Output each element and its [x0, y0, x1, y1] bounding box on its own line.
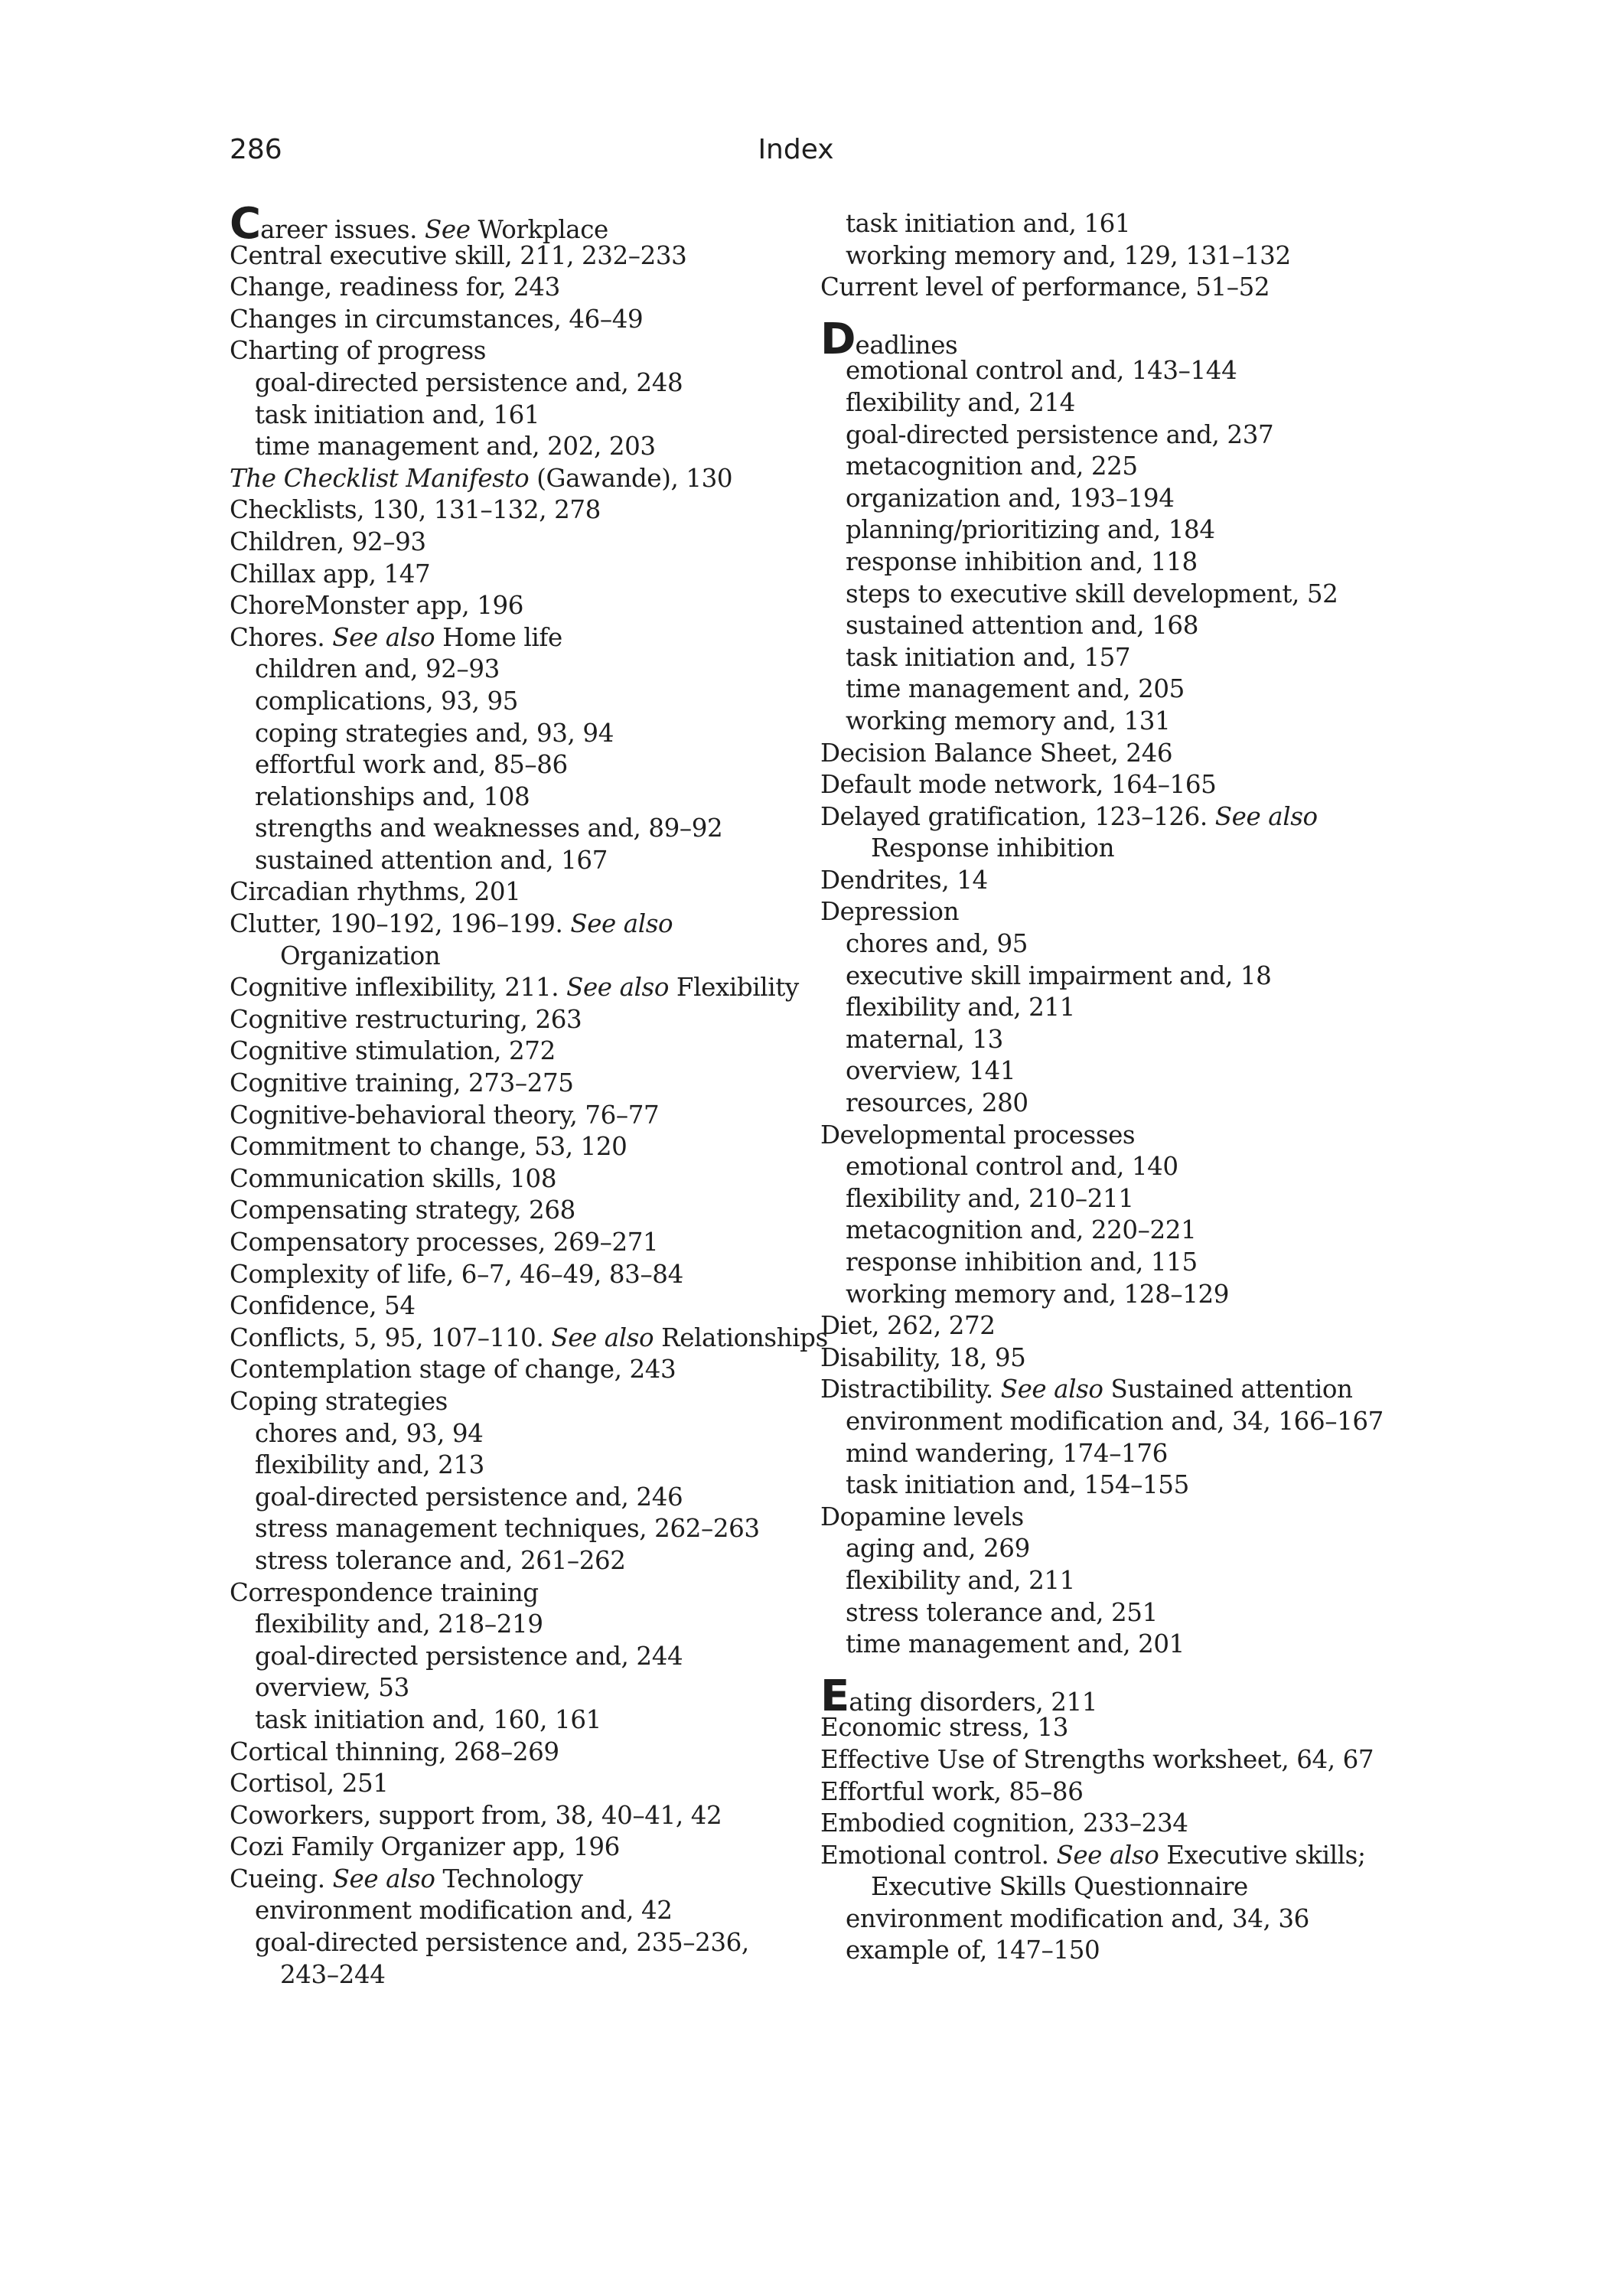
index-entry — [230, 590, 811, 622]
index-column-left — [230, 199, 828, 1991]
index-entry — [820, 865, 1433, 897]
entry-text: areer issues. — [260, 215, 425, 244]
entry-text: Contemplation stage of change, 243 — [230, 1355, 676, 1384]
entry-text: Confidence, 54 — [230, 1291, 416, 1321]
index-subentry — [820, 673, 1433, 706]
entry-text: task initiation and, 161 — [846, 209, 1131, 238]
running-title: Index — [758, 134, 834, 165]
entry-text: Dopamine levels — [820, 1502, 1024, 1531]
entry-text: Delayed gratification, 123–126. — [820, 801, 1215, 831]
entry-italic-text: See also — [1056, 1840, 1159, 1870]
index-subentry — [820, 1406, 1433, 1438]
index-entry — [230, 1831, 811, 1864]
entry-text: overview, 141 — [846, 1056, 1016, 1086]
index-subentry — [230, 367, 811, 400]
index-subentry — [820, 706, 1433, 738]
running-head — [230, 134, 1362, 172]
index-subentry — [230, 1609, 811, 1641]
entry-text: Charting of progress — [230, 336, 486, 366]
index-subentry — [230, 1450, 811, 1482]
index-entry — [230, 1768, 811, 1800]
entry-text: Central executive skill, 211, 232–233 — [230, 240, 687, 270]
entry-italic-text: See — [425, 215, 471, 244]
index-entry — [230, 272, 811, 304]
index-subentry — [230, 941, 811, 973]
index-entry — [820, 1502, 1433, 1534]
index-entry — [230, 559, 811, 591]
entry-text: Conflicts, 5, 95, 107–110. — [230, 1322, 552, 1352]
page-number: 286 — [230, 134, 282, 165]
index-subentry — [820, 1215, 1433, 1247]
index-subentry — [820, 1533, 1433, 1565]
index-entry — [230, 1800, 811, 1832]
entry-text: metacognition and, 220–221 — [846, 1215, 1197, 1245]
index-subentry — [820, 546, 1433, 579]
index-entry — [230, 1322, 828, 1355]
index-entry — [230, 876, 811, 908]
entry-text: Executive Skills Questionnaire — [871, 1872, 1248, 1902]
entry-text: Effective Use of Strengths worksheet, 64, 67 — [820, 1744, 1374, 1774]
entry-text: Cueing. — [230, 1864, 333, 1893]
entry-text: sustained attention and, 167 — [255, 845, 608, 875]
entry-text: Organization — [280, 941, 441, 970]
entry-text: Economic stress, 13 — [820, 1713, 1069, 1743]
entry-text: ating disorders, 211 — [849, 1687, 1098, 1717]
entry-text: Dendrites, 14 — [820, 865, 988, 895]
index-subentry — [820, 240, 1433, 272]
entry-text: goal-directed persistence and, 235–236, — [255, 1928, 749, 1958]
entry-text: children and, 92–93 — [255, 654, 500, 684]
entry-text: task initiation and, 160, 161 — [255, 1704, 601, 1734]
entry-text: organization and, 193–194 — [846, 483, 1175, 513]
entry-text: mind wandering, 174–176 — [846, 1438, 1168, 1468]
entry-text: working memory and, 131 — [846, 706, 1171, 735]
entry-text: Cognitive restructuring, 263 — [230, 1004, 582, 1034]
index-subentry — [820, 1903, 1433, 1936]
entry-text: Complexity of life, 6–7, 46–49, 83–84 — [230, 1259, 683, 1289]
entry-text: time management and, 205 — [846, 674, 1185, 704]
entry-text: Cognitive training, 273–275 — [230, 1068, 574, 1098]
entry-text: stress tolerance and, 251 — [846, 1597, 1158, 1627]
entry-text: resources, 280 — [846, 1088, 1028, 1118]
entry-text: Changes in circumstances, 46–49 — [230, 304, 644, 334]
index-entry — [230, 304, 811, 336]
index-entry — [230, 335, 811, 367]
entry-text: Cognitive stimulation, 272 — [230, 1036, 556, 1066]
index-subentry — [230, 1545, 811, 1577]
entry-text: goal-directed persistence and, 248 — [255, 367, 683, 397]
index-subentry — [230, 1482, 811, 1514]
index-entry — [230, 972, 811, 1004]
index-subentry — [820, 642, 1433, 674]
entry-text: 243–244 — [280, 1959, 386, 1989]
index-entry — [820, 1744, 1433, 1776]
index-subentry — [820, 387, 1433, 419]
index-entry — [230, 199, 811, 249]
entry-text: Chillax app, 147 — [230, 559, 431, 589]
index-entry — [230, 1354, 811, 1386]
entry-text: stress tolerance and, 261–262 — [255, 1545, 626, 1575]
index-subentry — [230, 845, 811, 877]
index-entry — [820, 1120, 1433, 1152]
entry-text: Coworkers, support from, 38, 40–41, 42 — [230, 1800, 722, 1830]
entry-text: aging and, 269 — [846, 1534, 1030, 1564]
entry-text: Diet, 262, 272 — [820, 1311, 996, 1341]
index-entry — [230, 240, 811, 272]
index-subentry — [820, 355, 1433, 387]
index-subentry — [820, 1629, 1433, 1661]
entry-text: Developmental processes — [820, 1120, 1136, 1150]
index-entry — [820, 896, 1433, 928]
entry-text: response inhibition and, 115 — [846, 1247, 1198, 1277]
entry-italic-text: See also — [566, 973, 669, 1003]
index-subentry — [230, 1959, 811, 1991]
index-entry — [820, 801, 1433, 833]
index-subentry — [820, 992, 1433, 1024]
index-entry — [820, 1840, 1433, 1872]
index-entry — [820, 769, 1433, 801]
entry-text: Cognitive-behavioral theory, 76–77 — [230, 1100, 660, 1130]
index-subentry — [230, 431, 811, 463]
index-entry — [230, 494, 811, 527]
entry-italic-text: See also — [1000, 1375, 1103, 1404]
index-entry — [230, 1131, 811, 1163]
entry-text: time management and, 201 — [846, 1629, 1185, 1659]
index-subentry — [820, 1935, 1433, 1967]
index-entry — [230, 1004, 811, 1036]
entry-text: flexibility and, 214 — [846, 387, 1075, 417]
section-letter: E — [820, 1671, 849, 1721]
entry-text: Cortical thinning, 268–269 — [230, 1737, 559, 1766]
entry-text: Cortisol, 251 — [230, 1769, 389, 1799]
entry-text: Cognitive inflexibility, 211. — [230, 973, 567, 1003]
index-entry — [230, 1068, 811, 1100]
entry-text: sustained attention and, 168 — [846, 611, 1198, 641]
index-entry — [230, 1386, 811, 1418]
entry-text: Commitment to change, 53, 120 — [230, 1132, 627, 1162]
index-subentry — [230, 749, 811, 781]
entry-text: example of, 147–150 — [846, 1936, 1100, 1965]
entry-text: Communication skills, 108 — [230, 1163, 557, 1193]
entry-text: strengths and weaknesses and, 89–92 — [255, 814, 723, 843]
entry-text: Decision Balance Sheet, 246 — [820, 738, 1173, 768]
index-column-right — [820, 208, 1433, 1967]
index-subentry — [820, 1438, 1433, 1470]
entry-text: flexibility and, 211 — [846, 993, 1075, 1022]
entry-text: goal-directed persistence and, 244 — [255, 1641, 683, 1671]
index-entry — [230, 1163, 811, 1195]
index-subentry — [820, 1871, 1433, 1903]
index-subentry — [230, 1641, 811, 1673]
entry-text: Current level of performance, 51–52 — [820, 272, 1270, 302]
index-entry — [820, 1671, 1433, 1721]
entry-italic-text: See also — [332, 622, 435, 652]
index-subentry — [230, 1704, 811, 1737]
index-entry — [820, 738, 1433, 770]
entry-text: Executive skills; — [1159, 1840, 1366, 1870]
index-subentry — [230, 1927, 811, 1959]
index-subentry — [820, 419, 1433, 452]
entry-text: executive skill impairment and, 18 — [846, 960, 1272, 990]
entry-text: goal-directed persistence and, 246 — [255, 1482, 683, 1512]
entry-text: emotional control and, 140 — [846, 1152, 1178, 1182]
entry-text: Compensatory processes, 269–271 — [230, 1228, 659, 1257]
index-subentry — [230, 1672, 811, 1704]
entry-text: time management and, 202, 203 — [255, 432, 656, 461]
entry-italic-text: See also — [551, 1322, 654, 1352]
index-subentry — [820, 451, 1433, 483]
entry-text: relationships and, 108 — [255, 781, 530, 811]
index-subentry — [820, 1183, 1433, 1215]
index-subentry — [230, 654, 811, 686]
entry-text: task initiation and, 161 — [255, 400, 540, 429]
entry-text: stress management techniques, 262–263 — [255, 1514, 760, 1544]
entry-text: Clutter, 190–192, 196–199. — [230, 909, 571, 939]
entry-text: chores and, 93, 94 — [255, 1418, 484, 1448]
entry-text: flexibility and, 213 — [255, 1450, 484, 1480]
index-subentry — [820, 1055, 1433, 1088]
entry-text: flexibility and, 210–211 — [846, 1183, 1134, 1213]
entry-text: working memory and, 128–129 — [846, 1279, 1230, 1309]
entry-text: environment modification and, 34, 166–167 — [846, 1406, 1384, 1436]
entry-text: Flexibility — [669, 973, 799, 1003]
entry-text: environment modification and, 42 — [255, 1896, 673, 1926]
entry-italic-text: The Checklist Manifesto — [230, 463, 530, 493]
entry-text: Children, 92–93 — [230, 527, 426, 556]
index-entry — [230, 622, 811, 654]
entry-text: Disability, 18, 95 — [820, 1342, 1026, 1372]
entry-italic-text: See also — [570, 909, 673, 939]
index-entry — [230, 1290, 811, 1322]
entry-text: steps to executive skill development, 52 — [846, 579, 1338, 608]
index-entry — [230, 1227, 811, 1259]
index-subentry — [820, 928, 1433, 960]
index-subentry — [820, 610, 1433, 642]
entry-text: Circadian rhythms, 201 — [230, 877, 521, 907]
index-subentry — [230, 781, 811, 814]
index-entry — [820, 1712, 1433, 1744]
index-entry — [230, 1259, 811, 1291]
index-subentry — [230, 813, 811, 845]
entry-text: Depression — [820, 897, 960, 927]
entry-text: emotional control and, 143–144 — [846, 356, 1237, 386]
entry-text: coping strategies and, 93, 94 — [255, 718, 614, 748]
entry-text: Correspondence training — [230, 1577, 539, 1607]
entry-text: Sustained attention — [1103, 1375, 1353, 1404]
entry-text: maternal, 13 — [846, 1024, 1003, 1054]
index-subentry — [820, 208, 1433, 240]
index-subentry — [230, 1895, 811, 1927]
entry-text: eadlines — [855, 330, 958, 360]
entry-text: complications, 93, 95 — [255, 686, 519, 716]
index-subentry — [820, 1247, 1433, 1279]
index-subentry — [820, 579, 1433, 611]
entry-text: Checklists, 130, 131–132, 278 — [230, 495, 601, 525]
index-entry — [820, 272, 1433, 304]
index-subentry — [820, 514, 1433, 546]
entry-text: Coping strategies — [230, 1386, 448, 1416]
index-entry — [230, 463, 811, 495]
entry-text: Chores. — [230, 622, 333, 652]
entry-text: flexibility and, 211 — [846, 1565, 1075, 1595]
index-entry — [230, 1195, 811, 1227]
index-entry — [820, 1342, 1433, 1375]
entry-text: planning/prioritizing and, 184 — [846, 515, 1215, 545]
index-subentry — [820, 1565, 1433, 1597]
index-entry — [820, 1374, 1433, 1406]
index-entry — [230, 1737, 811, 1769]
entry-text: Embodied cognition, 233–234 — [820, 1808, 1188, 1838]
index-entry — [820, 1776, 1433, 1808]
entry-text: Compensating strategy, 268 — [230, 1195, 575, 1225]
index-subentry — [820, 1024, 1433, 1056]
entry-italic-text: See also — [332, 1864, 435, 1893]
index-subentry — [230, 1513, 811, 1545]
index-entry — [230, 1100, 811, 1132]
index-subentry — [820, 483, 1433, 515]
entry-text: effortful work and, 85–86 — [255, 750, 568, 780]
entry-text: ChoreMonster app, 196 — [230, 591, 524, 621]
entry-text: Cozi Family Organizer app, 196 — [230, 1832, 620, 1862]
entry-text: Response inhibition — [871, 833, 1115, 863]
index-subentry — [230, 718, 811, 750]
index-subentry — [820, 1151, 1433, 1183]
entry-text: Relationships — [654, 1322, 828, 1352]
index-subentry — [820, 1597, 1433, 1629]
index-entry — [230, 908, 811, 941]
entry-text: Emotional control. — [820, 1840, 1057, 1870]
entry-text: goal-directed persistence and, 237 — [846, 419, 1274, 449]
index-subentry — [820, 833, 1433, 865]
entry-text: Change, readiness for, 243 — [230, 272, 560, 302]
entry-text: working memory and, 129, 131–132 — [846, 240, 1291, 270]
entry-text: environment modification and, 34, 36 — [846, 1903, 1309, 1933]
entry-text: overview, 53 — [255, 1673, 409, 1703]
section-letter: C — [230, 199, 260, 249]
index-entry — [230, 1577, 811, 1609]
index-entry — [230, 527, 811, 559]
index-subentry — [230, 400, 811, 432]
entry-text: metacognition and, 225 — [846, 452, 1138, 481]
index-subentry — [820, 1088, 1433, 1120]
index-entry — [230, 1864, 811, 1896]
index-subentry — [820, 960, 1433, 993]
entry-text: Distractibility. — [820, 1375, 1001, 1404]
index-entry — [230, 1035, 811, 1068]
entry-text: Technology — [435, 1864, 583, 1893]
entry-text: Workplace — [470, 215, 608, 244]
entry-text: (Gawande), 130 — [529, 463, 733, 493]
index-subentry — [230, 1418, 811, 1450]
section-letter: D — [820, 314, 855, 364]
index-entry — [820, 1808, 1433, 1840]
index-entry — [820, 1310, 1433, 1342]
entry-text: Home life — [435, 622, 562, 652]
entry-text: Effortful work, 85–86 — [820, 1776, 1084, 1806]
entry-text: response inhibition and, 118 — [846, 546, 1198, 576]
entry-text: flexibility and, 218–219 — [255, 1609, 543, 1639]
entry-text: chores and, 95 — [846, 929, 1028, 959]
index-subentry — [820, 1279, 1433, 1311]
index-entry — [820, 314, 1433, 364]
index-subentry — [230, 686, 811, 718]
entry-text: Default mode network, 164–165 — [820, 770, 1217, 800]
index-subentry — [820, 1469, 1433, 1502]
entry-italic-text: See also — [1214, 801, 1318, 831]
entry-text: task initiation and, 157 — [846, 642, 1131, 672]
entry-text: task initiation and, 154–155 — [846, 1470, 1189, 1500]
